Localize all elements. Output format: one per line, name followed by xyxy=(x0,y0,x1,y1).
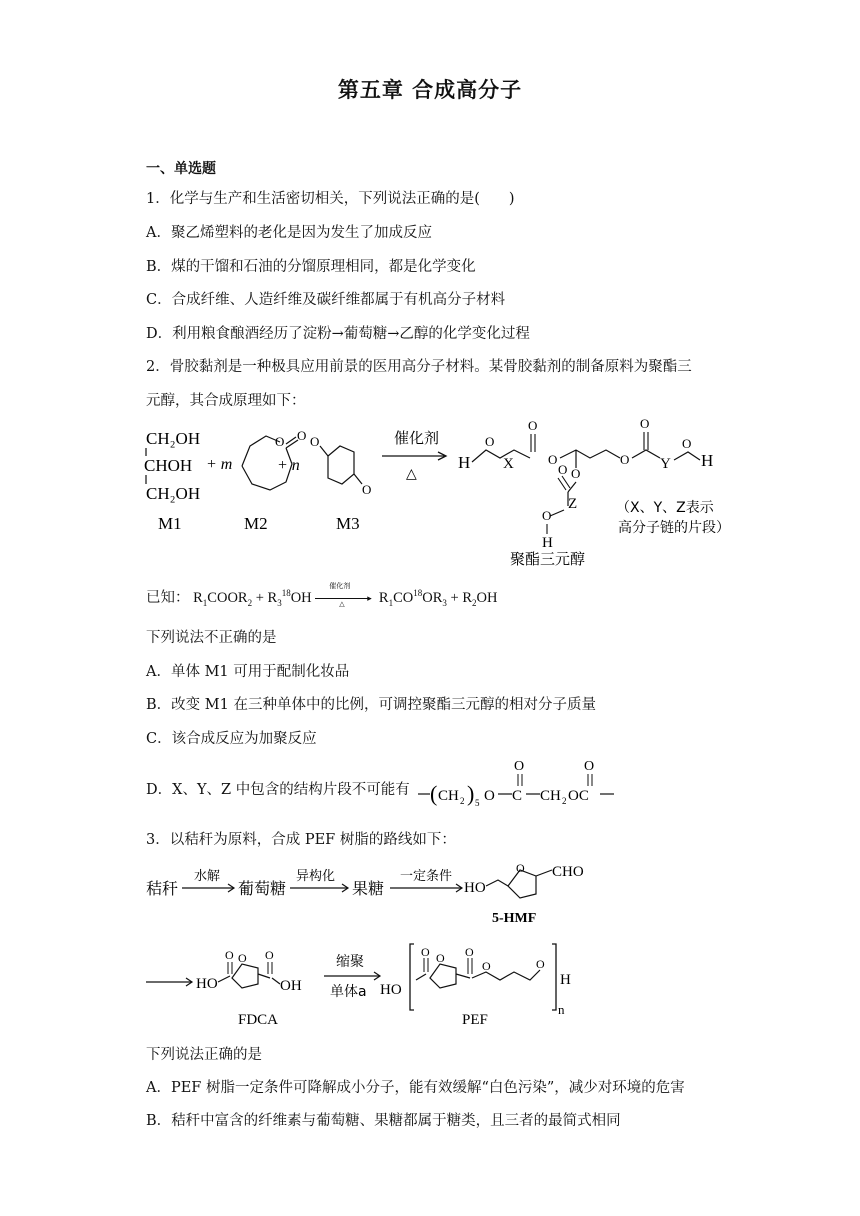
q1-option-b: B．煤的干馏和石油的分馏原理相同，都是化学变化 xyxy=(146,259,476,275)
svg-text:CH₂OH: CH₂OH xyxy=(146,484,201,503)
svg-text:O: O xyxy=(682,436,692,451)
svg-text:H: H xyxy=(560,972,571,988)
note-line1: （X、Y、Z表示 xyxy=(616,500,714,516)
svg-text:O: O xyxy=(548,452,558,467)
fdca-label: FDCA xyxy=(238,1012,279,1028)
m2-label: M2 xyxy=(244,514,268,533)
q2-known-equation: 已知： $R_1COOR_2 + R_3^{18}OH$ 催化剂 ▸ △ $R_1CO^{18}OR_3 + R_2OH$ xyxy=(146,581,498,608)
svg-text:O: O xyxy=(558,462,568,477)
svg-text:OC: OC xyxy=(568,788,589,804)
svg-text:O: O xyxy=(482,959,491,973)
svg-text:O: O xyxy=(275,434,285,449)
q1-stem: 1．化学与生产和生活密切相关，下列说法正确的是( ) xyxy=(146,191,515,207)
svg-text:O: O xyxy=(542,508,552,523)
svg-text:(: ( xyxy=(430,781,438,806)
svg-text:O: O xyxy=(536,957,545,971)
svg-text:2: 2 xyxy=(562,796,567,806)
svg-text:C: C xyxy=(512,788,523,804)
note-line2: 高分子链的片段） xyxy=(618,520,730,536)
q3-stem: 3．以秸秆为原料，合成 PEF 树脂的路线如下： xyxy=(146,832,456,848)
page-title: 第五章 合成高分子 xyxy=(337,78,523,102)
svg-text:O: O xyxy=(465,945,474,959)
svg-text:O: O xyxy=(485,434,495,449)
section-heading: 一、单选题 xyxy=(146,161,216,177)
svg-text:O: O xyxy=(528,418,538,433)
q2-option-d-fragment xyxy=(416,756,646,812)
m1-label: M1 xyxy=(158,514,182,533)
m1-structure xyxy=(144,429,200,533)
svg-text:CH: CH xyxy=(540,788,561,804)
svg-text:O: O xyxy=(620,452,630,467)
q3-synthesis-route xyxy=(140,852,780,1032)
svg-text:CHO: CHO xyxy=(552,864,584,880)
fructose-label: 果糖 xyxy=(352,879,385,898)
svg-text:O: O xyxy=(297,428,307,443)
q2-reaction-scheme xyxy=(140,412,780,572)
q3-prompt: 下列说法正确的是 xyxy=(146,1047,262,1063)
q2-option-c: C．该合成反应为加聚反应 xyxy=(146,731,317,747)
m3-label: M3 xyxy=(336,514,360,533)
isomerize-label: 异构化 xyxy=(296,869,336,884)
svg-text:O: O xyxy=(584,759,595,774)
q1-option-d: D．利用粮食酿酒经历了淀粉→葡萄糖→乙醇的化学变化过程 xyxy=(146,326,530,342)
svg-text:O: O xyxy=(571,466,581,481)
svg-text:X: X xyxy=(503,456,514,472)
svg-text:O: O xyxy=(362,482,372,497)
monomer-label: 单体a xyxy=(330,984,367,1000)
q2-option-b: B．改变 M1 在三种单体中的比例，可调控聚酯三元醇的相对分子质量 xyxy=(146,697,596,713)
q2-prompt: 下列说法不正确的是 xyxy=(146,630,277,646)
svg-text:): ) xyxy=(467,781,475,806)
svg-text:H: H xyxy=(458,453,471,472)
glucose-label: 葡萄糖 xyxy=(238,879,287,898)
q2-stem-line1: 2．骨胶黏剂是一种极具应用前景的医用高分子材料。某骨胶黏剂的制备原料为聚酯三 xyxy=(146,359,692,375)
svg-text:HO: HO xyxy=(380,982,402,998)
q1-option-a: A．聚乙烯塑料的老化是因为发生了加成反应 xyxy=(146,225,432,241)
condition-label: 一定条件 xyxy=(400,869,453,884)
hmf-structure xyxy=(464,861,584,898)
q2-stem-line2: 元醇，其合成原理如下： xyxy=(146,393,306,409)
pef-structure xyxy=(380,944,571,1017)
svg-text:Z: Z xyxy=(568,496,578,512)
svg-text:O: O xyxy=(484,788,495,804)
svg-text:HO: HO xyxy=(464,880,486,896)
svg-text:CH: CH xyxy=(438,788,459,804)
hydrolysis-label: 水解 xyxy=(194,869,221,884)
svg-text:H: H xyxy=(701,451,714,470)
svg-text:5: 5 xyxy=(475,798,480,808)
svg-text:Y: Y xyxy=(660,456,671,472)
svg-text:O: O xyxy=(436,951,445,965)
product-label: 聚酯三元醇 xyxy=(510,550,586,568)
plus-n: + n xyxy=(277,457,300,474)
svg-text:n: n xyxy=(558,1002,565,1017)
svg-text:2: 2 xyxy=(460,796,465,806)
q3-option-a: A．PEF 树脂一定条件可降解成小分子，能有效缓解“白色污染”，减少对环境的危害 xyxy=(146,1080,685,1096)
svg-text:O: O xyxy=(514,759,525,774)
pef-label: PEF xyxy=(462,1012,488,1028)
svg-text:O: O xyxy=(640,416,650,431)
svg-text:O: O xyxy=(421,945,430,959)
hmf-label: 5-HMF xyxy=(492,911,537,926)
q1-option-c: C．合成纤维、人造纤维及碳纤维都属于有机高分子材料 xyxy=(146,292,506,308)
svg-text:HO: HO xyxy=(196,976,218,992)
svg-text:O: O xyxy=(516,861,525,875)
straw-label: 秸秆 xyxy=(146,879,179,898)
q2-option-d: D．X、Y、Z 中包含的结构片段不可能有 xyxy=(146,782,410,798)
heat-symbol: △ xyxy=(406,467,417,482)
fdca-structure xyxy=(196,948,302,994)
svg-text:O: O xyxy=(238,951,247,965)
svg-text:CHOH: CHOH xyxy=(144,456,193,475)
svg-text:OH: OH xyxy=(280,978,302,994)
svg-text:O: O xyxy=(265,948,274,962)
m3-structure xyxy=(320,446,362,484)
q2-option-a: A．单体 M1 可用于配制化妆品 xyxy=(146,664,350,680)
condense-label: 缩聚 xyxy=(336,954,364,970)
svg-text:H: H xyxy=(542,535,553,551)
svg-text:CH₂OH: CH₂OH xyxy=(146,429,201,448)
plus-m: + m xyxy=(206,456,233,473)
svg-text:O: O xyxy=(225,948,234,962)
catalyst-label: 催化剂 xyxy=(394,429,440,447)
q3-option-b: B．秸秆中富含的纤维素与葡萄糖、果糖都属于糖类，且三者的最简式相同 xyxy=(146,1113,621,1129)
svg-text:O: O xyxy=(310,434,320,449)
